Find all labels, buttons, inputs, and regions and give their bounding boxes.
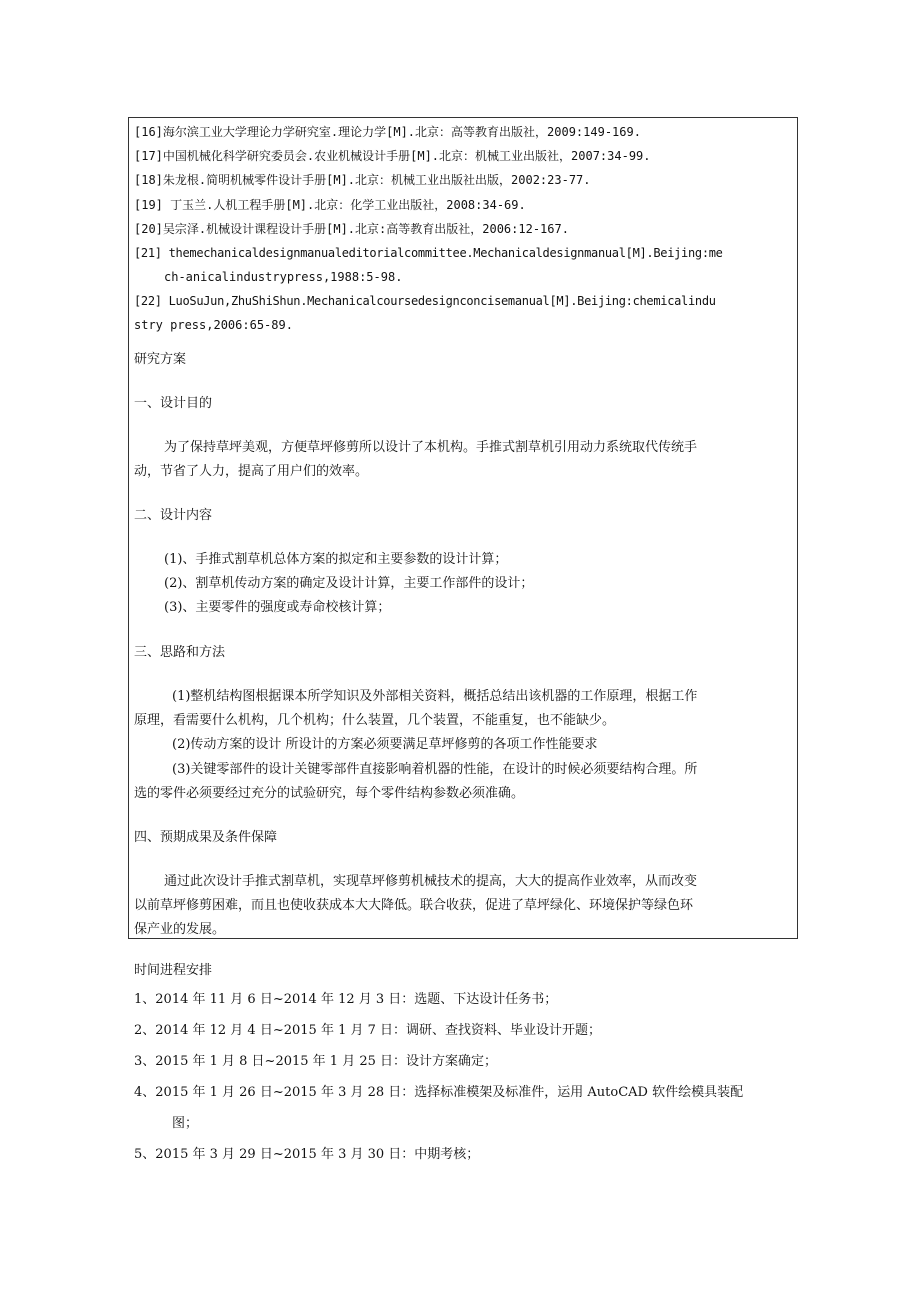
reference-17: [17]中国机械化科学研究委员会.农业机械设计手册[M].北京：机械工业出版社，2007:34-99. xyxy=(134,149,651,163)
section-2-item: (2)、割草机传动方案的确定及设计计算，主要工作部件的设计； xyxy=(164,576,534,591)
reference-18: [18]朱龙根.简明机械零件设计手册[M].北京：机械工业出版社出版，2002:23-77. xyxy=(134,173,591,187)
section-3-heading: 三、思路和方法 xyxy=(134,645,226,660)
section-3-line: (1)整机结构图根据课本所学知识及外部相关资料，概括总结出该机器的工作原理，根据工作 xyxy=(172,689,698,704)
section-1-line: 动，节省了人力，提高了用户们的效率。 xyxy=(134,464,369,479)
reference-16: [16]海尔滨工业大学理论力学研究室.理论力学[M].北京：高等教育出版社，2009:149-169. xyxy=(134,125,641,139)
section-2-item: (3)、主要零件的强度或寿命校核计算； xyxy=(164,600,391,615)
section-3-line: 原理，看需要什么机构，几个机构；什么装置，几个装置，不能重复，也不能缺少。 xyxy=(134,713,616,728)
section-4-line: 保产业的发展。 xyxy=(134,922,226,937)
section-3-line: 选的零件必须要经过充分的试验研究，每个零件结构参数必须准确。 xyxy=(134,786,525,801)
schedule-item-cont: 图； xyxy=(172,1116,199,1131)
schedule-item: 5、2015 年 3 月 29 日~2015 年 3 月 30 日：中期考核； xyxy=(134,1147,480,1162)
section-1-heading: 一、设计目的 xyxy=(134,396,213,411)
schedule-item: 1、2014 年 11 月 6 日~2014 年 12 月 3 日：选题、下达设计任务书； xyxy=(134,992,558,1007)
schedule-item: 3、2015 年 1 月 8 日~2015 年 1 月 25 日：设计方案确定； xyxy=(134,1054,498,1069)
section-3-line: (3)关键零部件的设计关键零部件直接影响着机器的性能，在设计的时候必须要结构合理。所 xyxy=(172,762,698,777)
reference-22-cont: stry press,2006:65-89. xyxy=(134,318,293,332)
reference-22: [22] LuoSuJun,ZhuShiShun.Mechanicalcoursedesignconcisemanual[M].Beijing:chemicalindu xyxy=(134,294,716,308)
section-4-line: 通过此次设计手推式割草机，实现草坪修剪机械技术的提高，大大的提高作业效率，从而改变 xyxy=(164,874,698,889)
schedule-title: 时间进程安排 xyxy=(134,963,213,978)
section-2-heading: 二、设计内容 xyxy=(134,508,213,523)
section-1-line: 为了保持草坪美观，方便草坪修剪所以设计了本机构。手推式割草机引用动力系统取代传统手 xyxy=(164,440,698,455)
schedule-item: 4、2015 年 1 月 26 日~2015 年 3 月 28 日：选择标准模架及标准件，运用 AutoCAD 软件绘模具装配 xyxy=(134,1085,744,1100)
reference-19: [19] 丁玉兰.人机工程手册[M].北京：化学工业出版社，2008:34-69. xyxy=(134,198,526,212)
form-table-cell xyxy=(128,117,798,939)
reference-20: [20]吴宗泽.机械设计课程设计手册[M].北京:高等教育出版社，2006:12-167. xyxy=(134,222,569,236)
reference-21: [21] themechanicaldesignmanualeditorialcommittee.Mechanicaldesignmanual[M].Beijing:me xyxy=(134,246,723,260)
section-4-line: 以前草坪修剪困难，而且也使收获成本大大降低。联合收获，促进了草坪绿化、环境保护等绿色环 xyxy=(134,898,694,913)
section-4-heading: 四、预期成果及条件保障 xyxy=(134,830,278,845)
reference-21-cont: ch-anicalindustrypress,1988:5-98. xyxy=(164,270,403,284)
section-2-item: (1)、手推式割草机总体方案的拟定和主要参数的设计计算； xyxy=(164,552,508,567)
plan-title: 研究方案 xyxy=(134,352,187,367)
schedule-item: 2、2014 年 12 月 4 日~2015 年 1 月 7 日：调研、查找资料、毕业设计开题； xyxy=(134,1023,602,1038)
section-3-line: (2)传动方案的设计 所设计的方案必须要满足草坪修剪的各项工作性能要求 xyxy=(172,737,598,752)
